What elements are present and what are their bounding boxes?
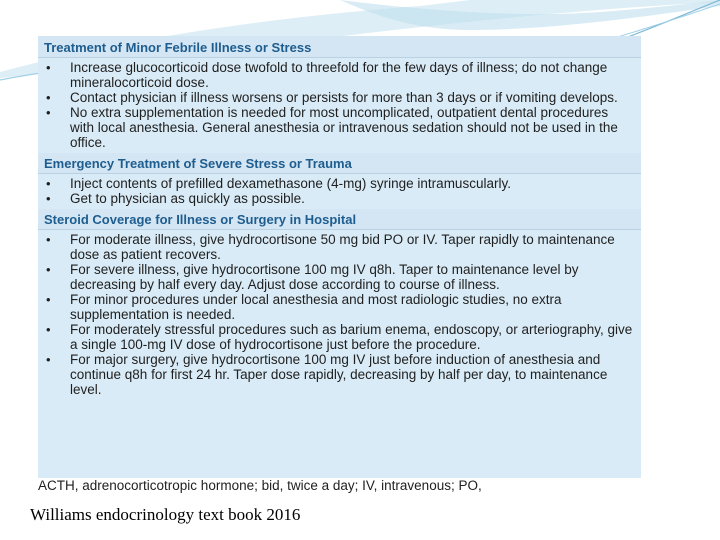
abbreviation-footnote: ACTH, adrenocorticotropic hormone; bid, twice a day; IV, intravenous; PO, [38,478,641,494]
bullet-icon: • [46,90,51,105]
slide-caption: Williams endocrinology text book 2016 [30,505,301,524]
table-sections [38,36,641,400]
list-item-text: Inject contents of prefilled dexamethasone (4-mg) syringe intramuscularly. [70,176,511,191]
section-list [38,230,641,400]
list-item [44,60,633,90]
bullet-icon: • [46,262,51,277]
list-item-text: Contact physician if illness worsens or persists for more than 3 days or if vomiting develops. [70,90,618,105]
list-item [44,105,633,150]
bullet-icon: • [46,232,51,247]
bullet-icon: • [46,352,51,367]
list-item-text: Get to physician as quickly as possible. [70,191,305,206]
list-item [44,90,633,105]
list-item [44,232,633,262]
list-item-text: For severe illness, give hydrocortisone 100 mg IV q8h. Taper to maintenance level by decreasing by half every day. Adjust dose according to course of illness. [70,262,579,292]
steroid-coverage-table [38,36,641,492]
list-item [44,176,633,191]
list-item-text: For minor procedures under local anesthesia and most radiologic studies, no extra supplementation is needed. [70,292,562,322]
section-list [38,58,641,153]
bullet-icon: • [46,60,51,75]
list-item-text: For major surgery, give hydrocortisone 100 mg IV just before induction of anesthesia and continue q8h for first 24 hr. Taper dose rapidly, decreasing by half per day, to maintenance level. [70,352,608,397]
bullet-icon: • [46,292,51,307]
list-item-text: No extra supplementation is needed for most uncomplicated, outpatient dental procedures with local anesthesia. General anesthesia or intravenous sedation should not be used in the office. [70,105,618,150]
section-heading: Emergency Treatment of Severe Stress or Trauma [38,153,641,174]
bullet-icon: • [46,191,51,206]
list-item-text: For moderate illness, give hydrocortisone 50 mg bid PO or IV. Taper rapidly to maintenance dose as patient recovers. [70,232,615,262]
list-item [44,292,633,322]
bullet-icon: • [46,105,51,120]
list-item [44,191,633,206]
list-item-text: Increase glucocorticoid dose twofold to threefold for the few days of illness; do not change mineralocorticoid dose. [70,60,608,90]
list-item [44,262,633,292]
bullet-icon: • [46,176,51,191]
section-list [38,174,641,209]
list-item [44,322,633,352]
list-item-text: For moderately stressful procedures such as barium enema, endoscopy, or arteriography, give a single 100-mg IV dose of hydrocortisone just before the procedure. [70,322,633,352]
list-item [44,352,633,397]
section-heading: Steroid Coverage for Illness or Surgery in Hospital [38,209,641,230]
bullet-icon: • [46,322,51,337]
section-heading: Treatment of Minor Febrile Illness or Stress [38,36,641,58]
